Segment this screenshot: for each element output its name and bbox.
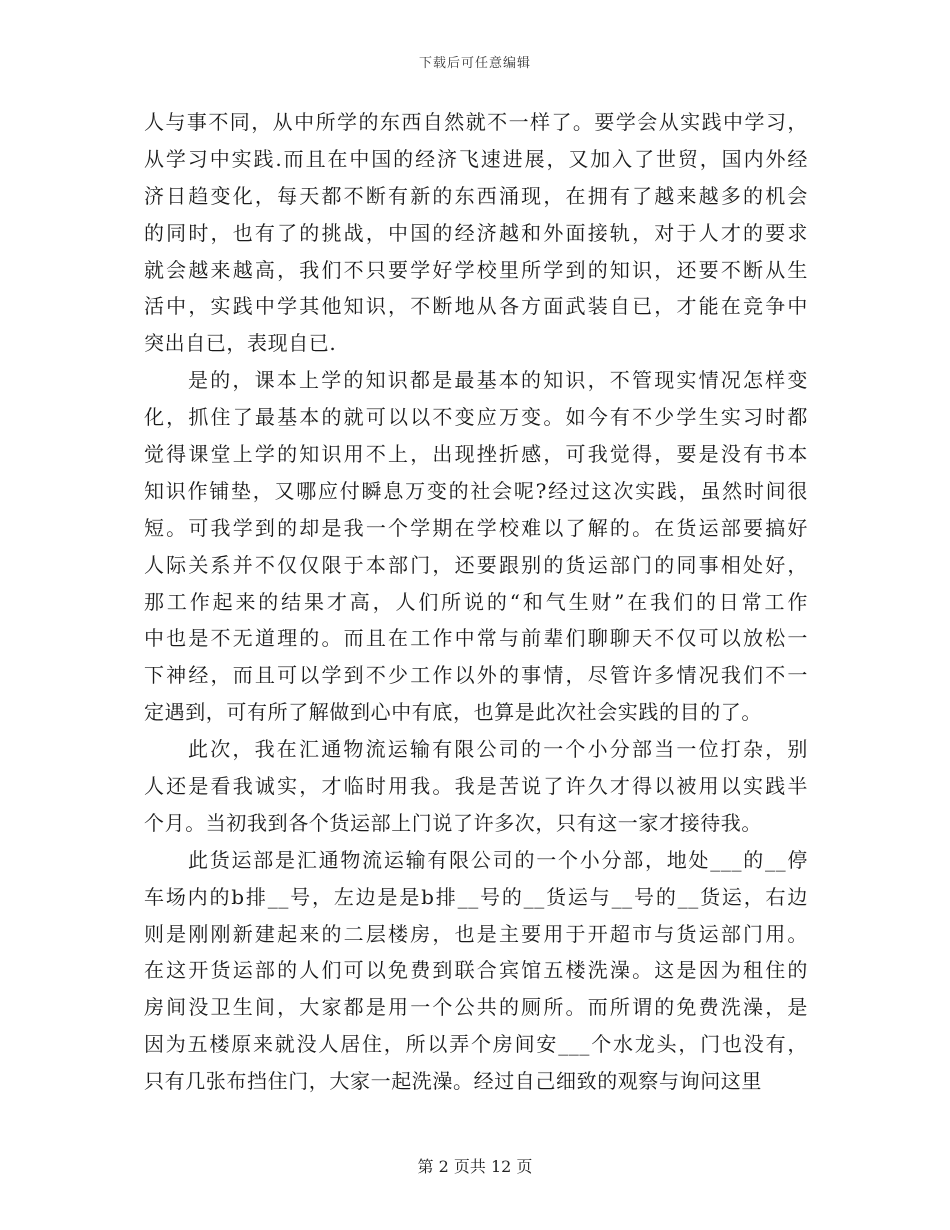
text-line: 化，抓住了最基本的就可以以不变应万变。如今有不少学生实习时都: [144, 405, 808, 430]
text-line: 只有几张布挡住门，大家一起洗澡。经过自己细致的观察与询问这里: [144, 1069, 762, 1094]
text-line: 的同时，也有了的挑战，中国的经济越和外面接轨，对于人才的要求: [144, 220, 808, 245]
text-line: 在这开货运部的人们可以免费到联合宾馆五楼洗澡。这是因为租住的: [144, 958, 808, 983]
text-line: 短。可我学到的却是我一个学期在学校难以了解的。在货运部要搞好: [144, 515, 808, 540]
text-line: 下神经，而且可以学到不少工作以外的事情，尽管许多情况我们不一: [144, 663, 808, 688]
text-line: 就会越来越高，我们不只要学好学校里所学到的知识，还要不断从生: [144, 257, 808, 282]
text-line: 人与事不同，从中所学的东西自然就不一样了。要学会从实践中学习，: [144, 110, 808, 134]
text-line: 从学习中实践.而且在中国的经济飞速进展，又加入了世贸，国内外经: [144, 146, 808, 171]
paragraph-start-line: 此次，我在汇通物流运输有限公司的一个小分部当一位打杂，别: [188, 737, 808, 762]
text-line: 车场内的b排__号，左边是是b排__号的__货运与__号的__货运，右边: [144, 884, 808, 909]
text-line: 则是刚刚新建起来的二层楼房，也是主要用于开超市与货运部门用。: [144, 921, 808, 946]
text-line: 人还是看我诚实，才临时用我。我是苦说了许久才得以被用以实践半: [144, 774, 808, 799]
paragraph-start-line: 是的，课本上学的知识都是最基本的知识，不管现实情况怎样变: [188, 368, 808, 393]
text-line: 房间没卫生间，大家都是用一个公共的厕所。而所谓的免费洗澡，是: [144, 995, 808, 1020]
page-header: 下载后可任意编辑: [418, 56, 531, 71]
paragraph-start-line: 此货运部是汇通物流运输有限公司的一个小分部，地处___的__停: [188, 847, 808, 872]
text-line: 觉得课堂上学的知识用不上，出现挫折感，可我觉得，要是没有书本: [144, 442, 808, 467]
text-line: 济日趋变化，每天都不断有新的东西涌现，在拥有了越来越多的机会: [144, 183, 808, 208]
text-line: 那工作起来的结果才高，人们所说的“和气生财”在我们的日常工作: [144, 589, 808, 614]
text-line: 突出自已，表现自已.: [144, 331, 337, 356]
text-line: 知识作铺垫，又哪应付瞬息万变的社会呢?经过这次实践，虽然时间很: [144, 478, 808, 503]
text-line: 因为五楼原来就没人居住，所以弄个房间安___个水龙头，门也没有，: [144, 1032, 808, 1057]
text-line: 定遇到，可有所了解做到心中有底，也算是此次社会实践的目的了。: [144, 700, 762, 725]
text-line: 个月。当初我到各个货运部上门说了许多次，只有这一家才接待我。: [144, 810, 762, 835]
document-body: [144, 104, 808, 1100]
page-number-footer: 第 2 页共 12 页: [417, 1157, 533, 1176]
text-line: 活中，实践中学其他知识，不断地从各方面武装自已，才能在竞争中: [144, 294, 808, 319]
text-line: 中也是不无道理的。而且在工作中常与前辈们聊聊天不仅可以放松一: [144, 626, 808, 651]
text-line: 人际关系并不仅仅限于本部门，还要跟别的货运部门的同事相处好，: [144, 552, 808, 577]
